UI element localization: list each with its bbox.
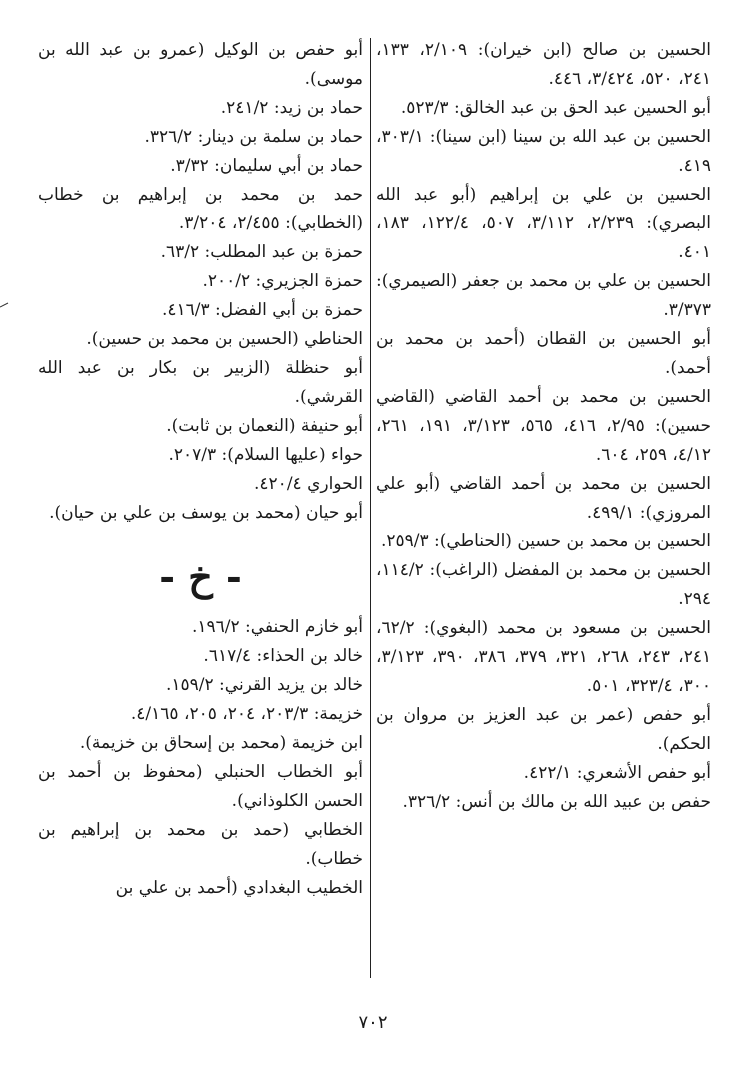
index-entry: أبو حفص (عمر بن عبد العزيز بن مروان بن الحكم). xyxy=(376,704,711,754)
index-entry: أبو حفص الأشعري: ٤٢٢/١. xyxy=(523,762,711,783)
left-entries-kha xyxy=(38,613,363,902)
index-entry: حمزة بن عبد المطلب: ٦٣/٢. xyxy=(160,242,363,263)
index-entry: أبو حنيفة (النعمان بن ثابت). xyxy=(166,415,363,436)
index-entry: حفص بن عبيد الله بن مالك بن أنس: ٣٢٦/٢. xyxy=(402,791,711,812)
index-column-right xyxy=(376,36,711,816)
index-entry: حماد بن زيد: ٢٤١/٢. xyxy=(220,97,363,118)
index-entry: حماد بن سلمة بن دينار: ٣٢٦/٢. xyxy=(144,126,363,147)
index-entry: الحسين بن صالح (ابن خيران): ٢/١٠٩، ١٣٣، ٢٤١، ٥٢٠، ٣/٤٢٤، ٤٤٦. xyxy=(376,40,711,89)
index-entry: الحواري ٤٢٠/٤. xyxy=(254,473,363,494)
letter-heading-kha: - خ - xyxy=(159,554,242,600)
index-entry: حواء (عليها السلام): ٢٠٧/٣. xyxy=(168,444,363,465)
index-entry: خالد بن الحذاء: ٦١٧/٤. xyxy=(203,646,363,667)
index-column-left xyxy=(38,36,363,902)
index-entry: ابن خزيمة (محمد بن إسحاق بن خزيمة). xyxy=(79,733,363,754)
index-entry: حمزة بن أبي الفضل: ٤١٦/٣. xyxy=(161,300,363,321)
index-entry: حمزة الجزيري: ٢٠٠/٢. xyxy=(202,271,363,292)
index-entry: الحسين بن عبد الله بن سينا (ابن سينا): ٣٠٣/١، ٤١٩. xyxy=(376,126,711,176)
index-entry: الحسين بن محمد بن أحمد القاضي (أبو علي المروزي): ٤٩٩/١. xyxy=(376,473,711,523)
index-entry: أبو خازم الحنفي: ١٩٦/٢. xyxy=(191,617,363,638)
index-entry: الحسين بن محمد بن أحمد القاضي (القاضي حسين): ٢/٩٥، ٤١٦، ٥٦٥، ٣/١٢٣، ١٩١، ٢٦١، ٤/١٢، ٢٥٩، ٦٠٤. xyxy=(376,386,712,465)
index-entry: أبو حفص بن الوكيل (عمرو بن عبد الله بن موسى). xyxy=(38,40,363,89)
index-entry: الحسين بن محمد بن حسين (الحناطي): ٢٥٩/٣. xyxy=(380,531,711,552)
column-divider xyxy=(370,38,371,978)
index-entry: حماد بن أبي سليمان: ٣/٣٢. xyxy=(170,155,363,176)
index-entry: أبو الخطاب الحنبلي (محفوظ بن أحمد بن الحسن الكلوذاني). xyxy=(38,761,363,811)
index-entry: الحسين بن علي بن إبراهيم (أبو عبد الله البصري): ٢/٢٣٩، ٣/١١٢، ٥٠٧، ١٢٢/٤، ١٨٣، ٤٠١. xyxy=(376,184,712,263)
index-entry: الحناطي (الحسين بن محمد بن حسين). xyxy=(86,329,363,350)
index-entry: أبو الحسين بن القطان (أحمد بن محمد بن أحمد). xyxy=(376,329,711,378)
index-entry: الحسين بن محمد بن المفضل (الراغب): ١١٤/٢، ٢٩٤. xyxy=(376,560,711,610)
margin-mark xyxy=(0,301,10,309)
index-entry: أبو الحسين عبد الحق بن عبد الخالق: ٥٢٣/٣. xyxy=(400,97,711,118)
index-entry: الخطابي (حمد بن محمد بن إبراهيم بن خطاب). xyxy=(38,819,363,869)
index-entry: خالد بن يزيد القرني: ١٥٩/٢. xyxy=(165,675,363,696)
index-entry: حمد بن محمد بن إبراهيم بن خطاب (الخطابي): ٢/٤٥٥، ٣/٢٠٤. xyxy=(38,184,363,234)
index-entry: الحسين بن علي بن محمد بن جعفر (الصيمري): ٣/٣٧٣. xyxy=(376,271,711,321)
index-entry: الحسين بن مسعود بن محمد (البغوي): ٦٢/٢، ٢٤١، ٢٤٣، ٢٦٨، ٣٢١، ٣٧٩، ٣٨٦، ٣٩٠، ٣/١٢٣، ٣٠٠، ٣٢٣/٤، ٥٠١. xyxy=(376,618,712,696)
index-entry: خزيمة: ٢٠٣/٣، ٢٠٤، ٢٠٥، ٤/١٦٥. xyxy=(130,704,363,725)
left-entries-ha xyxy=(38,36,363,527)
page-number: ٧٠٢ xyxy=(358,1012,388,1033)
index-entry: الخطيب البغدادي (أحمد بن علي بن xyxy=(115,877,363,898)
index-entry: أبو حيان (محمد بن يوسف بن علي بن حيان). xyxy=(49,502,363,523)
index-entry: أبو حنظلة (الزبير بن بكار بن عبد الله القرشي). xyxy=(38,357,363,407)
